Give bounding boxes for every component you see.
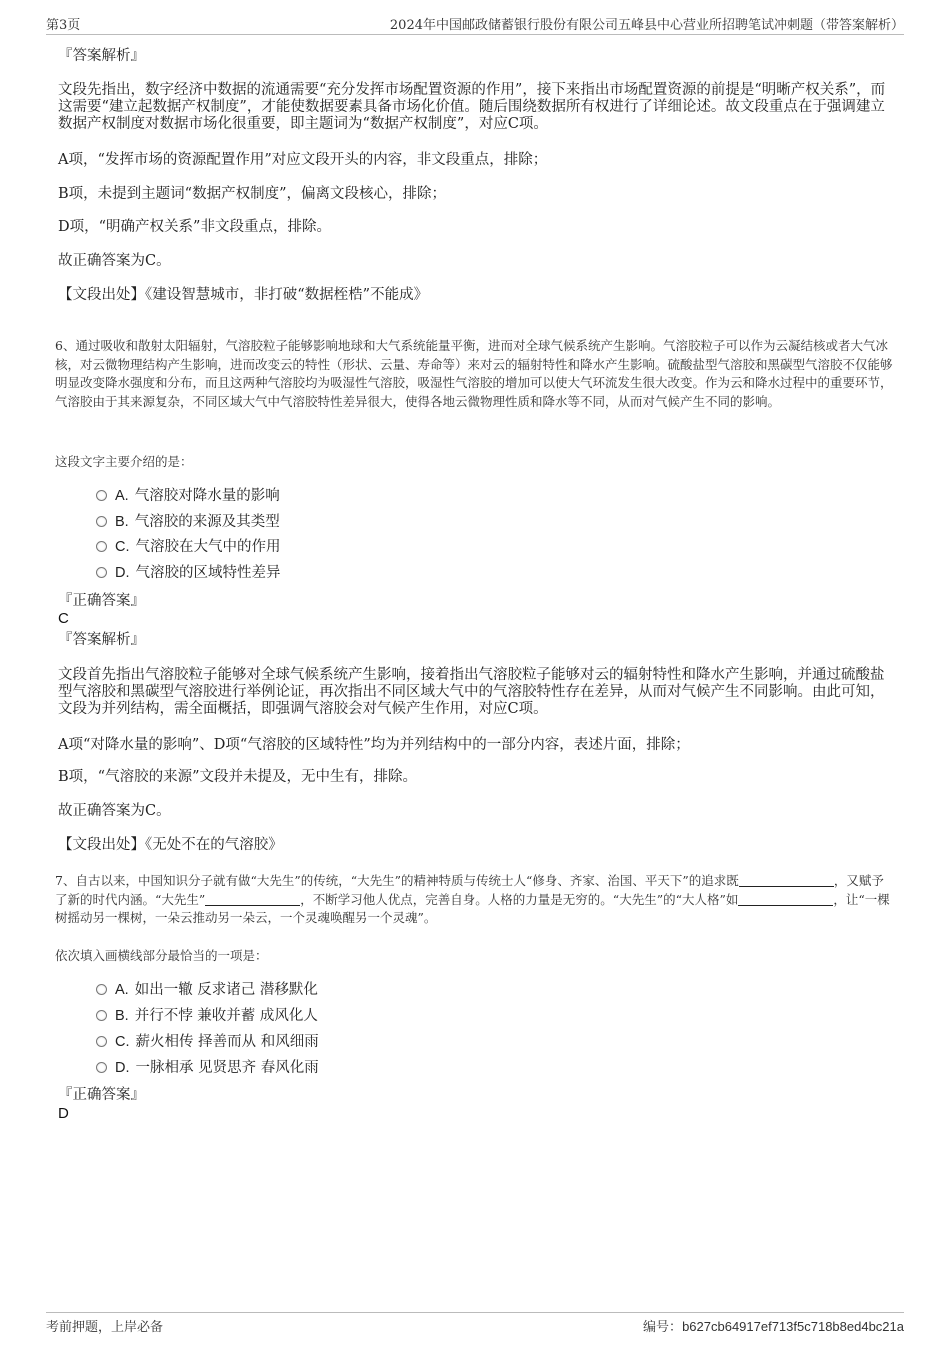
q6-prompt: 这段文字主要介绍的是：: [55, 454, 193, 469]
radio-icon[interactable]: [96, 1036, 107, 1047]
q7-option-a[interactable]: A. 如出一辙 反求诸己 潜移默化: [96, 981, 318, 999]
q5-conclusion: 故正确答案为C。: [58, 253, 171, 269]
q6-analysis-text: 文段首先指出气溶胶粒子能够对全球气候系统产生影响，接着指出气溶胶粒子能够对云的辐射特性和降水产生影响，并通过硫酸盐型气溶胶和黑碳型气溶胶进行举例论证，再次指出不同区域大气中的气溶胶特性存在差异，从而对气候产生不同影响。由此可知，文段为并列结构，需全面概括，即强调气溶胶会对气候产生作用，对应C项。: [58, 667, 885, 717]
page-number: 第3页: [46, 18, 81, 33]
q5-analysis-text: 文段先指出，数字经济中数据的流通需要“充分发挥市场配置资源的作用”，接下来指出市场配置资源的前提是“明晰产权关系”，而这需要“建立起数据产权制度”，才能使数据要素具备市场化价值。随后围绕数据所有权进行了详细论述。故文段重点在于强调建立数据产权制度对数据市场化很重要，即主题词为“数据产权制度”，对应C项。: [58, 82, 886, 132]
page-footer: [46, 1312, 904, 1335]
q5-analysis-label: 『答案解析』: [58, 48, 145, 64]
q7-answer: D: [58, 1105, 69, 1122]
q5-analysis-d: D项，“明确产权关系”非文段重点，排除。: [58, 219, 331, 235]
q7-option-b[interactable]: B. 并行不悖 兼收并蓄 成风化人: [96, 1007, 318, 1025]
q6-option-a[interactable]: A. 气溶胶对降水量的影响: [96, 487, 280, 505]
fill-blank-1: [739, 874, 834, 887]
radio-icon[interactable]: [96, 490, 107, 501]
q6-analysis-ad: A项“对降水量的影响”、D项“气溶胶的区域特性”均为并列结构中的一部分内容，表述片面，排除；: [58, 737, 690, 753]
document-code: 编号：b627cb64917ef713f5c718b8ed4bc21a: [643, 1319, 904, 1335]
q6-analysis-b: B项，“气溶胶的来源”文段并未提及，无中生有，排除。: [58, 769, 417, 785]
q7-question-text: 7、自古以来，中国知识分子就有做“大先生”的传统，“大先生”的精神特质与传统士人“修身、齐家、治国、平天下”的追求既 ，又赋予了新的时代内涵。“大先生” ，不断学习他人优点，完善自身。人格的力量是无穷的。“大先生”的“大人格”如 ，让“一棵树摇动另一棵树，一朵云推动另一朵云，一个灵魂唤醒另一个灵魂”。: [55, 873, 890, 925]
q6-question-text: 6、通过吸收和散射太阳辐射，气溶胶粒子能够影响地球和大气系统能量平衡，进而对全球气候系统产生影响。气溶胶粒子可以作为云凝结核或者大气冰核，对云微物理结构产生影响，进而改变云的特性（形状、云量、寿命等）来对云的辐射特性和降水产生影响。硫酸盐型气溶胶和黑碳型气溶胶不仅能够明显改变降水强度和分布，而且这两种气溶胶均为吸湿性气溶胶，吸湿性气溶胶的增加可以使大气环流发生很大改变。作为云和降水过程中的重要环节，气溶胶由于其来源复杂，不同区域大气中气溶胶特性差异很大，使得各地云微物理性质和降水等不同，从而对气候产生不同的影响。: [55, 338, 893, 409]
q6-source: 【文段出处】《无处不在的气溶胶》: [58, 837, 283, 853]
q6-answer: C: [58, 610, 69, 627]
q7-answer-label: 『正确答案』: [58, 1087, 145, 1103]
radio-icon[interactable]: [96, 1062, 107, 1073]
footer-slogan: 考前押题，上岸必备: [46, 1320, 164, 1335]
radio-icon[interactable]: [96, 567, 107, 578]
page-header: [46, 14, 904, 35]
q6-option-c[interactable]: C. 气溶胶在大气中的作用: [96, 538, 281, 556]
q5-source: 【文段出处】《建设智慧城市，非打破“数据桎梏”不能成》: [58, 287, 429, 303]
q6-conclusion: 故正确答案为C。: [58, 803, 171, 819]
radio-icon[interactable]: [96, 1010, 107, 1021]
q6-answer-label: 『正确答案』: [58, 593, 145, 609]
document-title: 2024年中国邮政储蓄银行股份有限公司五峰县中心营业所招聘笔试冲刺题（带答案解析）: [389, 18, 904, 33]
q7-option-c[interactable]: C. 薪火相传 择善而从 和风细雨: [96, 1033, 319, 1051]
q5-analysis-b: B项，未提到主题词“数据产权制度”，偏离文段核心，排除；: [58, 186, 446, 202]
q5-analysis-a: A项，“发挥市场的资源配置作用”对应文段开头的内容，非文段重点，排除；: [58, 152, 548, 168]
q6-option-b[interactable]: B. 气溶胶的来源及其类型: [96, 513, 280, 531]
radio-icon[interactable]: [96, 541, 107, 552]
fill-blank-2: [205, 893, 300, 906]
q7-option-d[interactable]: D. 一脉相承 见贤思齐 春风化雨: [96, 1059, 319, 1077]
radio-icon[interactable]: [96, 984, 107, 995]
fill-blank-3: [738, 893, 833, 906]
q6-option-d[interactable]: D. 气溶胶的区域特性差异: [96, 564, 281, 582]
radio-icon[interactable]: [96, 516, 107, 527]
q6-analysis-label: 『答案解析』: [58, 632, 145, 648]
q7-prompt: 依次填入画横线部分最恰当的一项是：: [55, 948, 268, 963]
